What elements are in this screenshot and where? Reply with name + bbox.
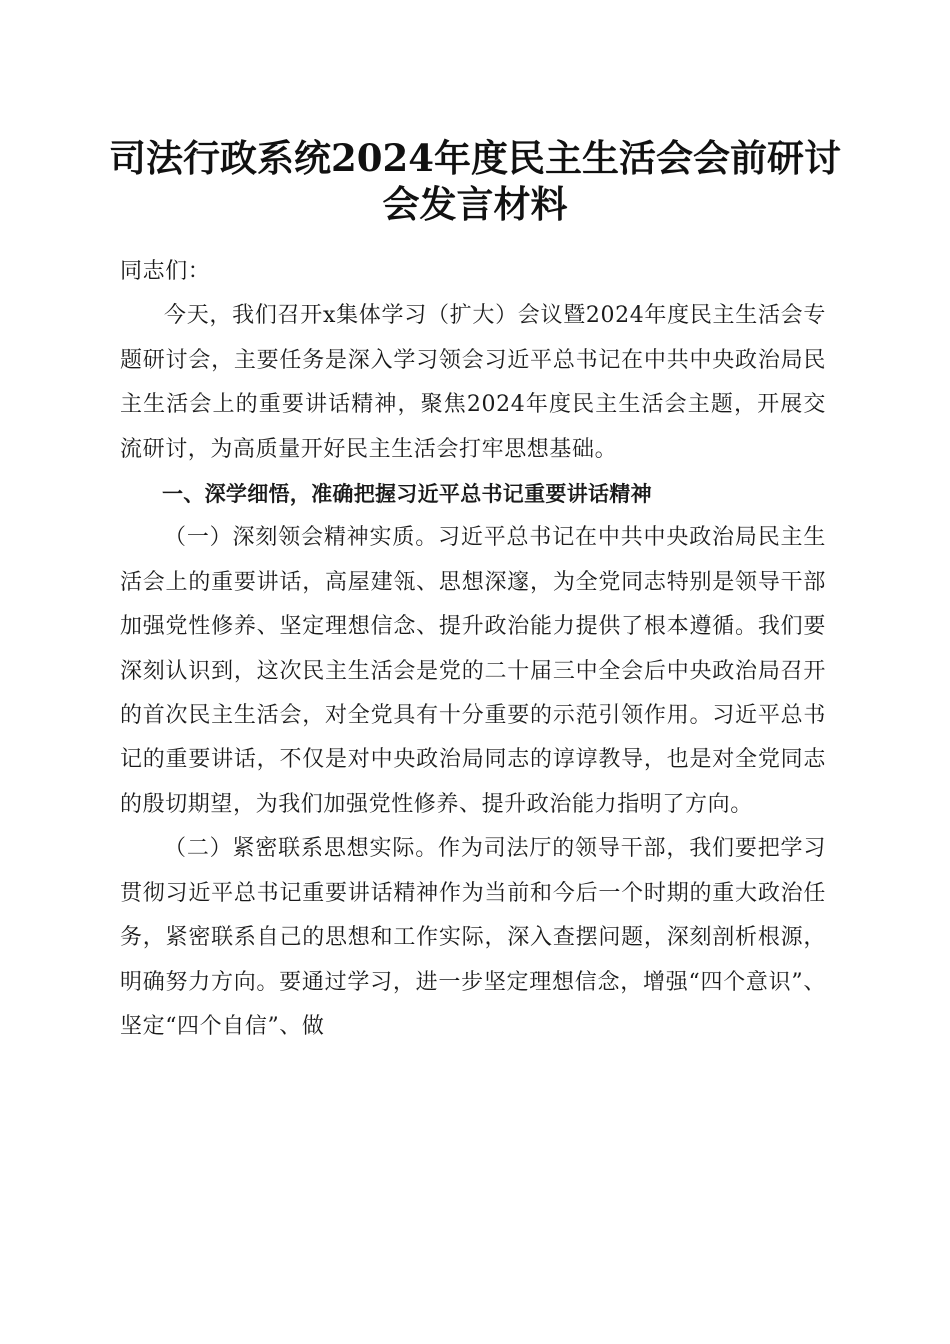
title-line-1: 司法行政系统2024年度民主生活会会前研讨 (109, 136, 841, 180)
intro-paragraph: 今天，我们召开x集体学习（扩大）会议暨2024年度民主生活会专题研讨会，主要任务是深入学习领会习近平总书记在中共中央政治局民主生活会上的重要讲话精神，聚焦2024年度民主生活会主题，开展交流研讨，为高质量开好民主生活会打牢思想基础。 (120, 303, 826, 462)
section-heading-1: 一、深学细悟，准确把握习近平总书记重要讲话精神 (162, 482, 652, 507)
document-body (120, 250, 826, 1049)
subsection-paragraph-2: （二）紧密联系思想实际。作为司法厅的领导干部，我们要把学习贯彻习近平总书记重要讲话精神作为当前和今后一个时期的重大政治任务，紧密联系自己的思想和工作实际，深入查摆问题，深刻剖析根源，明确努力方向。要通过学习，进一步坚定理想信念，增强“四个意识”、坚定“四个自信”、做 (120, 836, 826, 1039)
document-title (100, 135, 850, 227)
subsection-paragraph-1: （一）深刻领会精神实质。习近平总书记在中共中央政治局民主生活会上的重要讲话，高屋建瓴、思想深邃，为全党同志特别是领导干部加强党性修养、坚定理想信念、提升政治能力提供了根本遵循。我们要深刻认识到，这次民主生活会是党的二十届三中全会后中央政治局召开的首次民主生活会，对全党具有十分重要的示范引领作用。习近平总书记的重要讲话，不仅是对中央政治局同志的谆谆教导，也是对全党同志的殷切期望，为我们加强党性修养、提升政治能力指明了方向。 (120, 525, 826, 817)
title-line-2: 会发言材料 (382, 182, 568, 226)
salutation: 同志们： (120, 259, 211, 284)
